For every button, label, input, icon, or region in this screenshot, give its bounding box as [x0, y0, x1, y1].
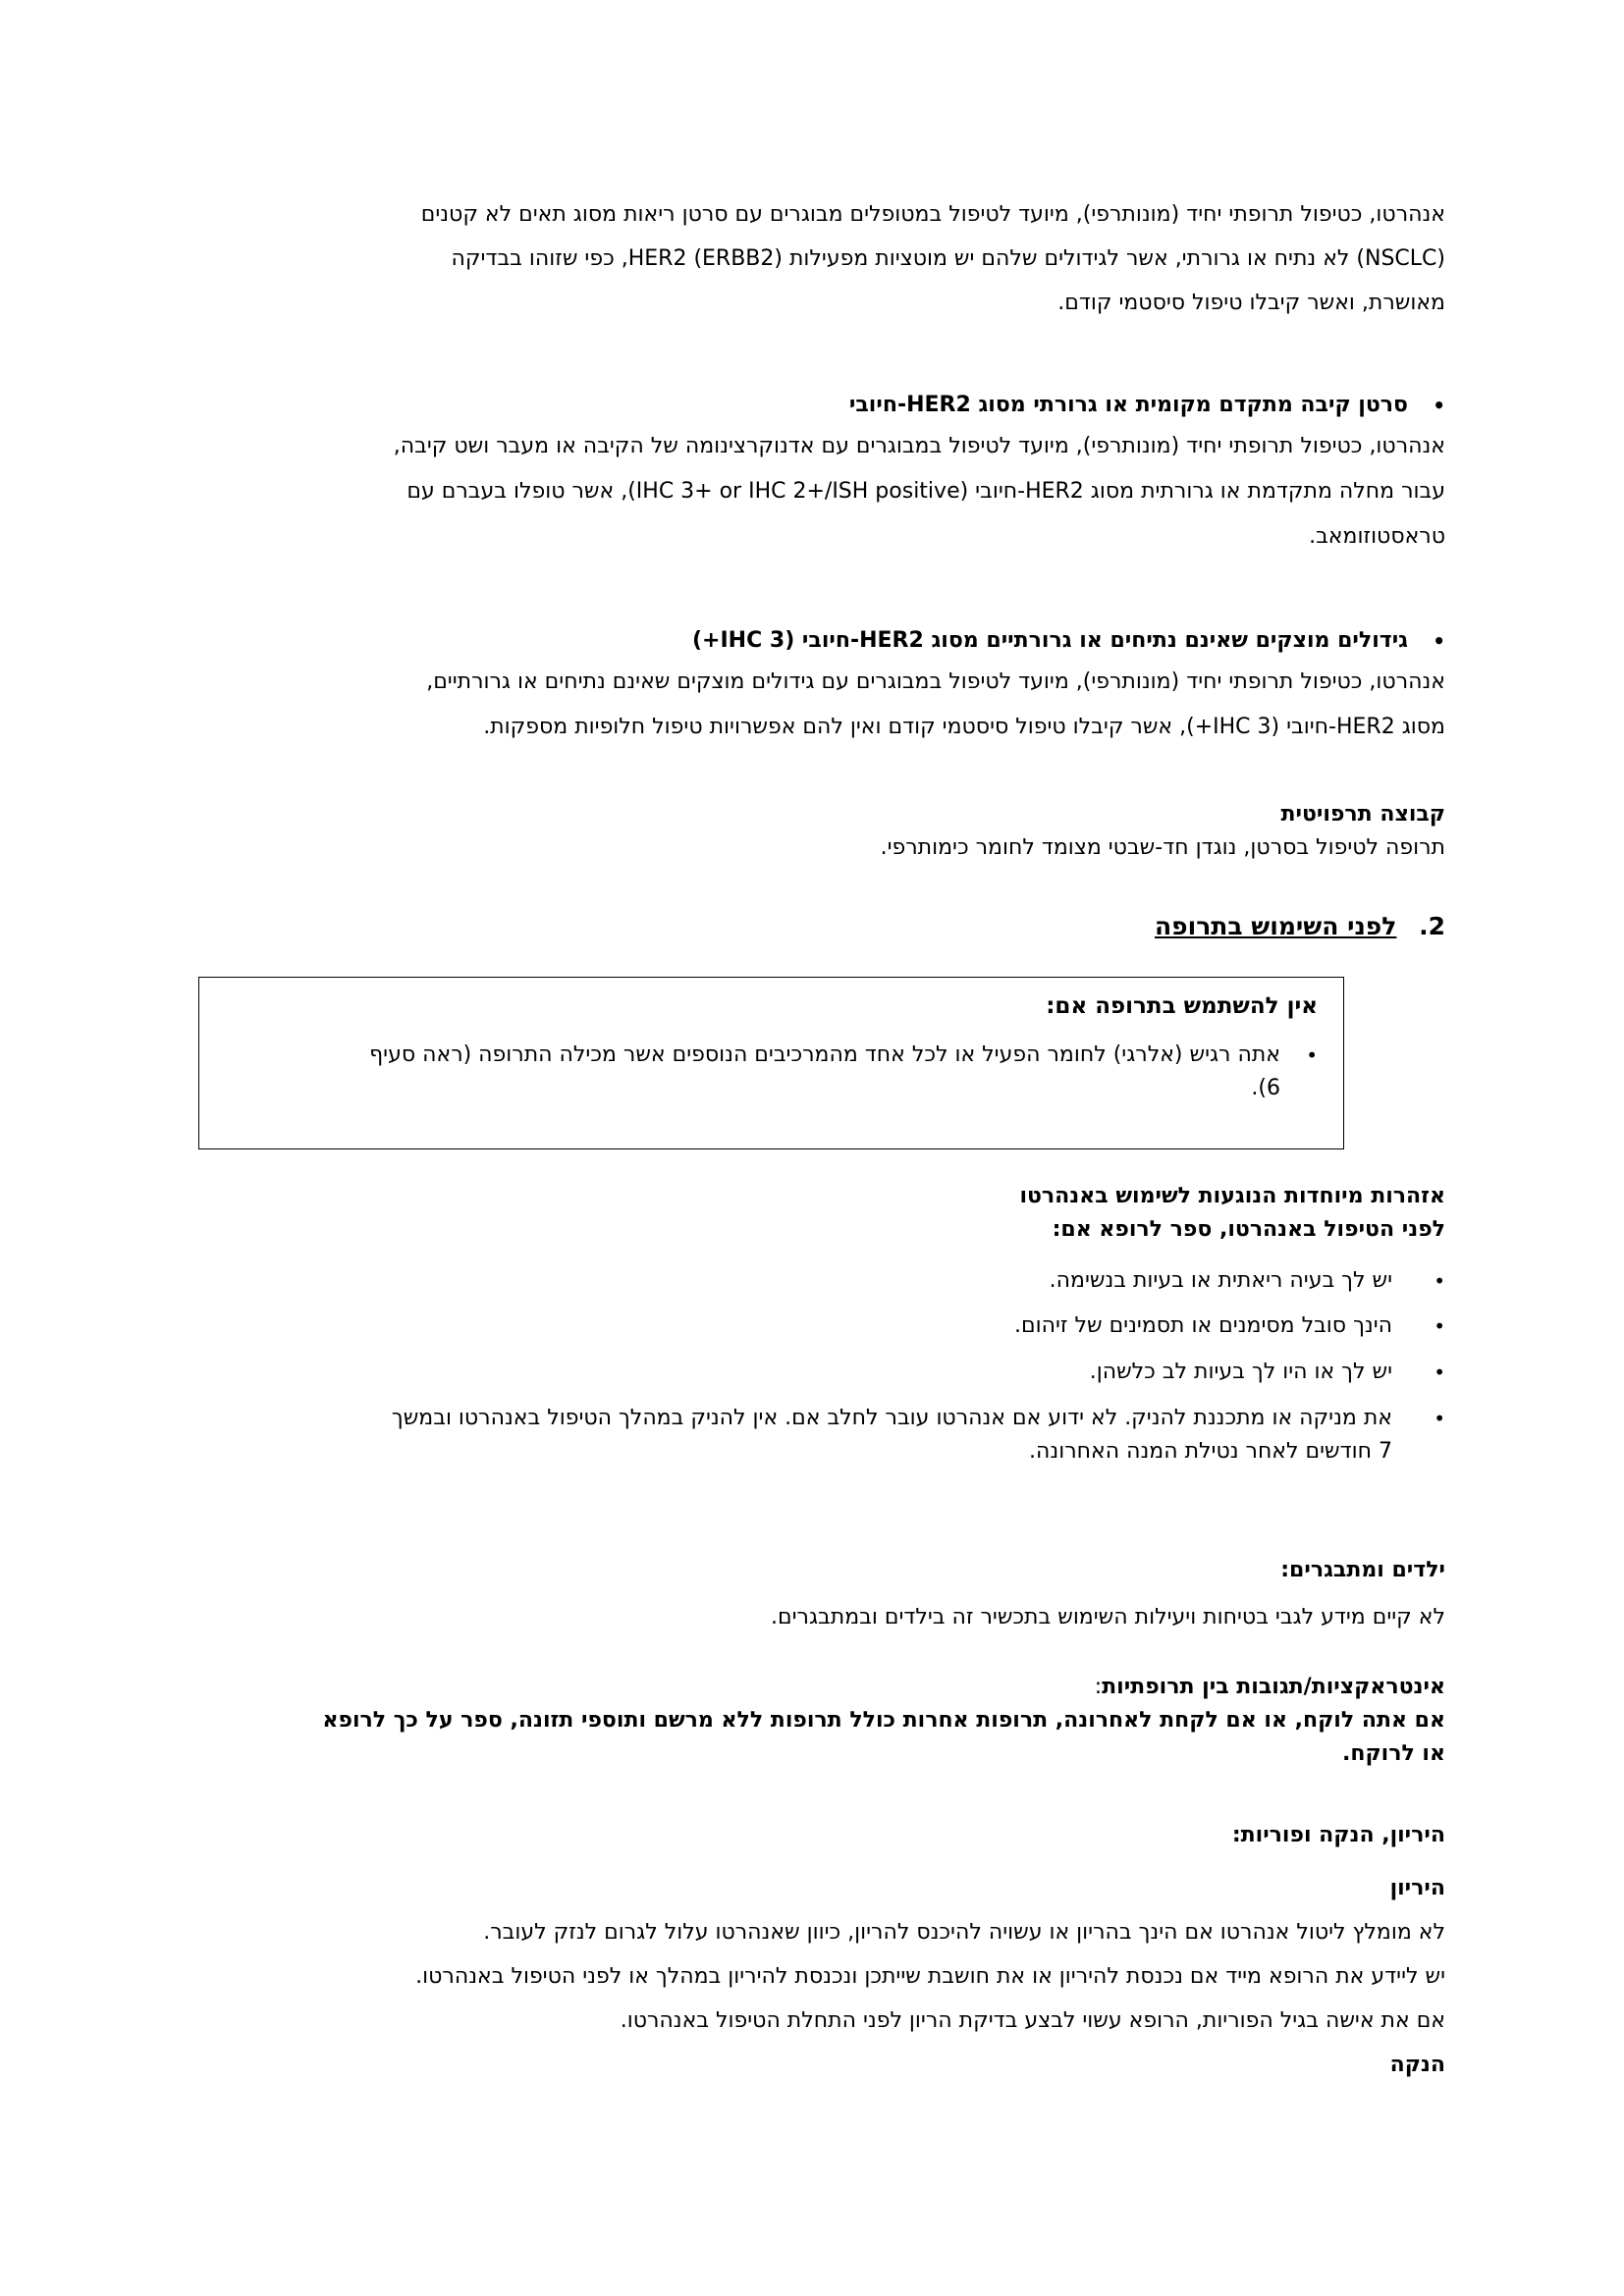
warning-item-4 [196, 1402, 1445, 1468]
contraindications-title: אין להשתמש בתרופה אם: [1046, 993, 1318, 1019]
section-number: 2. [1419, 912, 1445, 940]
breastfeeding-heading: הנקה [1389, 2053, 1445, 2077]
warning-item-3-text: יש לך או היו לך בעיות לב כלשהן. [1089, 1360, 1392, 1384]
intro-line-1: אנהרטו, כטיפול תרופתי יחיד (מונותרפי), מיועד לטיפול במטופלים מבוגרים עם סרטן ריאות מסוג תאים לא קטנים [420, 202, 1445, 227]
warning-item-4-line-1: את מניקה או מתכננת להניק. לא ידוע אם אנהרטו עובר לחלב אם. אין להניק במהלך הטיפול באנהרטו ובמשך [391, 1406, 1392, 1430]
warnings-heading-2: לפני הטיפול באנהרטו, ספר לרופא אם: [1052, 1217, 1445, 1242]
therapeutic-group-text: תרופה לטיפול בסרטן, נוגדן חד-שבטי מצומד לחומר כימותרפי. [880, 835, 1445, 860]
bullet-icon: • [1433, 394, 1445, 417]
pregnancy-subheading: היריון [1389, 1876, 1445, 1900]
contraindications-item [219, 1039, 1318, 1105]
gastric-line-1: אנהרטו, כטיפול תרופתי יחיד (מונותרפי), מיועד לטיפול במבוגרים עם אדנוקרצינומה של הקיבה או מעבר ושט קיבה, [393, 434, 1445, 458]
gastric-line-2: עבור מחלה מתקדמת או גרורתית מסוג HER2-חיובי (IHC 3+ or IHC 2+/ISH positive), אשר טופלו בעברם עם [406, 479, 1445, 504]
bullet-icon: • [1434, 1269, 1445, 1293]
solid-heading [196, 624, 1445, 658]
bullet-icon: • [1434, 1361, 1445, 1384]
warning-item-3 [196, 1356, 1445, 1389]
warning-item-2-text: הינך סובל מסימנים או תסמינים של זיהום. [1014, 1313, 1392, 1338]
solid-heading-text: גידולים מוצקים שאינם נתיחים או גרורתיים מסוג HER2-חיובי (IHC 3+) [692, 628, 1408, 653]
gastric-line-3: טראסטוזומאב. [1309, 524, 1445, 549]
bullet-icon: • [1434, 1407, 1445, 1430]
warning-item-4-line-2: 7 חודשים לאחר נטילת המנה האחרונה. [1029, 1439, 1392, 1464]
bullet-icon: • [1434, 1314, 1445, 1338]
interactions-text [196, 1704, 1445, 1771]
pregnancy-line-1: לא מומלץ ליטול אנהרטו אם הינך בהריון או עשויה להיכנס להריון, כיוון שאנהרטו עלול לגרום לנזק לעובר. [483, 1920, 1445, 1945]
children-text: לא קיים מידע לגבי בטיחות ויעילות השימוש בתכשיר זה בילדים ובמתבגרים. [771, 1605, 1445, 1629]
warning-item-1-text: יש לך בעיה ריאתית או בעיות בנשימה. [1049, 1268, 1392, 1293]
children-heading: ילדים ומתבגרים: [1280, 1558, 1445, 1582]
pregnancy-line-2: יש ליידע את הרופא מייד אם נכנסת להיריון או את חושבת שייתכן ונכנסת להיריון במהלך או לפני הטיפול באנהרטו. [415, 1964, 1445, 1989]
pregnancy-heading: היריון, הנקה ופוריות: [1231, 1823, 1445, 1847]
gastric-heading-text: סרטן קיבה מתקדם מקומית או גרורתי מסוג HER2-חיובי [848, 393, 1408, 417]
intro-paragraph [196, 192, 1445, 325]
pregnancy-paragraph [196, 1910, 1445, 2043]
therapeutic-group-heading: קבוצה תרפויטית [1280, 802, 1445, 827]
solid-line-2: מסוג HER2-חיובי (IHC 3+), אשר קיבלו טיפול סיסטמי קודם ואין להם אפשרויות טיפול חלופיות מספקות. [483, 715, 1445, 739]
section-title: לפני השימוש בתרופה [1155, 912, 1397, 940]
bullet-icon: • [1433, 629, 1445, 653]
gastric-paragraph [196, 424, 1445, 560]
contraindications-item-text [219, 1039, 1280, 1105]
warning-item-4-text [196, 1402, 1392, 1468]
solid-line-1: אנהרטו, כטיפול תרופתי יחיד (מונותרפי), מיועד לטיפול במבוגרים עם גידולים מוצקים שאינם נתיחים או גרורתיים, [426, 669, 1445, 694]
bullet-icon: • [1306, 1043, 1318, 1067]
section-2-heading [1155, 907, 1445, 946]
solid-paragraph [196, 660, 1445, 750]
warnings-heading-1: אזהרות מיוחדות הנוגעות לשימוש באנהרטו [1019, 1184, 1445, 1208]
warning-item-1 [196, 1264, 1445, 1298]
pregnancy-line-3: אם את אישה בגיל הפוריות, הרופא עשוי לבצע בדיקת הריון לפני התחלת הטיפול באנהרטו. [620, 2008, 1445, 2033]
contraindications-box [198, 977, 1344, 1149]
intro-line-3: מאושרת, ואשר קיבלו טיפול סיסטמי קודם. [1057, 291, 1445, 315]
interactions-heading [196, 1671, 1445, 1704]
interactions-line-1: אם אתה לוקח, או אם לקחת לאחרונה, תרופות אחרות כולל תרופות ללא מרשם ותוספי תזונה, ספר על כך לרופא [322, 1708, 1445, 1733]
contraindications-line-1: אתה רגיש (אלרגי) לחומר הפעיל או לכל אחד מהמרכיבים הנוספים אשר מכילה התרופה (ראה סעיף [369, 1042, 1280, 1067]
warning-item-2 [196, 1309, 1445, 1343]
interactions-line-2: או לרוקח. [1341, 1741, 1445, 1766]
intro-line-2: (NSCLC) לא נתיח או גרורתי, אשר לגידולים שלהם יש מוטציות מפעילות HER2 (ERBB2), כפי שזוהו בבדיקה [451, 246, 1445, 271]
interactions-heading-text: אינטראקציות/תגובות בין תרופתיות [1102, 1675, 1445, 1699]
gastric-heading [196, 389, 1445, 422]
interactions-heading-colon: : [1094, 1675, 1103, 1699]
contraindications-line-2: 6). [1251, 1076, 1280, 1100]
